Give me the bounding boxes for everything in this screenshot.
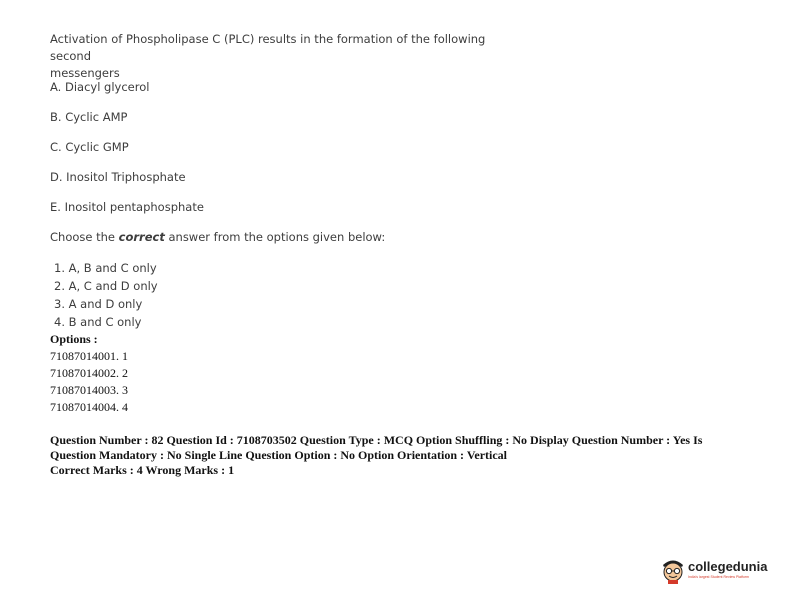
metadata-line3: Correct Marks : 4 Wrong Marks : 1 (50, 463, 235, 477)
statement-c: C. Cyclic GMP (50, 140, 129, 154)
question-stem (50, 31, 510, 82)
mascot-face-icon (660, 556, 686, 584)
metadata-line2: Question Mandatory : No Single Line Question Option : No Option Orientation : Vertical (50, 448, 508, 462)
options-heading: Options : (50, 332, 98, 346)
statement-b: B. Cyclic AMP (50, 110, 128, 124)
collegedunia-logo (660, 554, 770, 588)
option-row: 71087014002. 2 (50, 366, 128, 380)
answer-item: 3. A and D only (54, 297, 143, 311)
statement-d: D. Inositol Triphosphate (50, 170, 186, 184)
choose-emphasis: correct (118, 230, 165, 244)
options-block (50, 330, 128, 416)
answer-list (54, 259, 158, 331)
question-stem-line1: Activation of Phospholipase C (PLC) results in the formation of the following second (50, 32, 486, 63)
choose-prefix: Choose the (50, 230, 119, 244)
option-row: 71087014001. 1 (50, 349, 128, 363)
option-row: 71087014003. 3 (50, 383, 128, 397)
logo-wordmark: collegedunia (688, 559, 768, 574)
answer-item: 4. B and C only (54, 315, 142, 329)
answer-item: 1. A, B and C only (54, 261, 157, 275)
question-metadata (50, 433, 750, 478)
answer-item: 2. A, C and D only (54, 279, 158, 293)
option-row: 71087014004. 4 (50, 400, 128, 414)
question-stem-line2: messengers (50, 66, 120, 80)
choose-suffix: answer from the options given below: (164, 230, 386, 244)
metadata-line1: Question Number : 82 Question Id : 7108703502 Question Type : MCQ Option Shuffling : No Display Question Number : Yes Is (50, 433, 703, 447)
choose-instruction (50, 230, 385, 244)
statement-a: A. Diacyl glycerol (50, 80, 150, 94)
logo-tagline: India's largest Student Review Platform (688, 575, 749, 579)
statement-e: E. Inositol pentaphosphate (50, 200, 204, 214)
